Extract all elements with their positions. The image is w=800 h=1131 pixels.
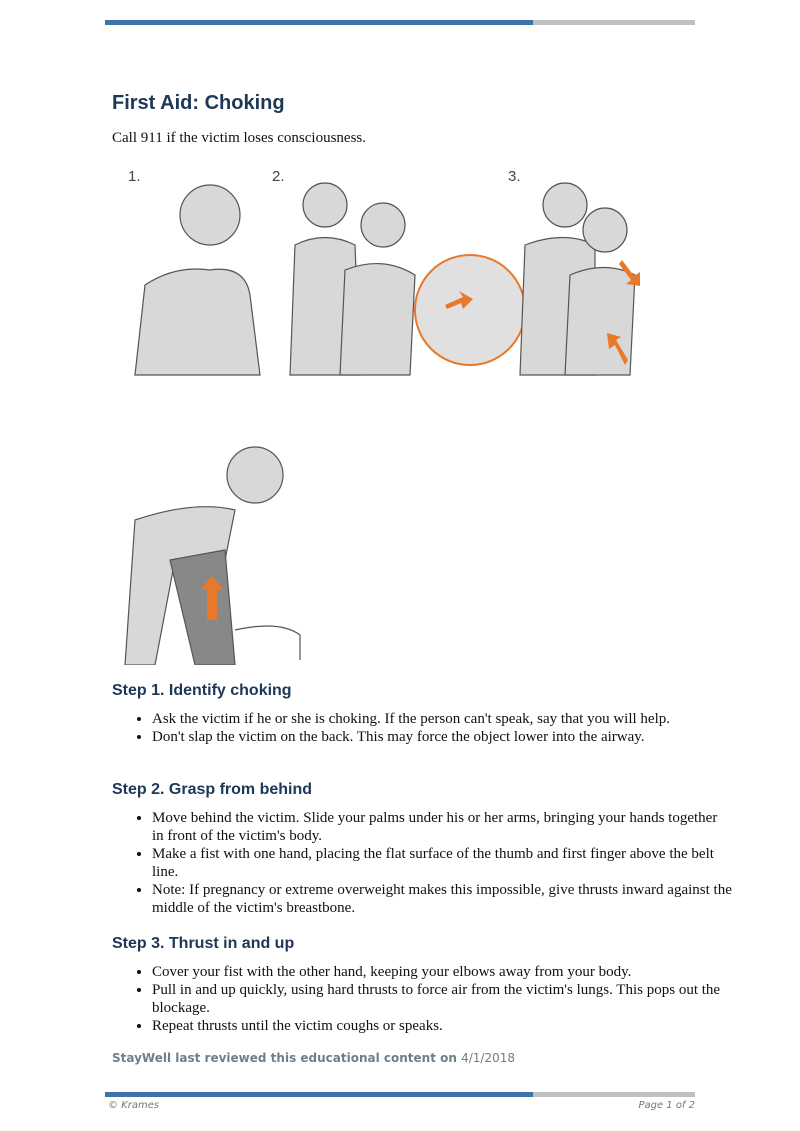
choking-illustration-steps bbox=[125, 165, 665, 380]
footer-page-number: Page 1 of 2 bbox=[638, 1100, 695, 1111]
step-1-list bbox=[112, 710, 732, 746]
step-1-heading: Step 1. Identify choking bbox=[112, 682, 292, 699]
list-item: • Make a fist with one hand, placing the flat surface of the thumb and first finger above the belt line. bbox=[152, 845, 732, 881]
subtitle: Call 911 if the victim loses consciousness. bbox=[112, 130, 366, 146]
header-bar bbox=[105, 20, 695, 25]
list-item: • Pull in and up quickly, using hard thrusts to force air from the victim's lungs. This pops out the blockage. bbox=[152, 981, 732, 1017]
review-label: StayWell last reviewed this educational content on bbox=[112, 1051, 457, 1065]
list-item: • Cover your fist with the other hand, keeping your elbows away from your body. bbox=[152, 963, 732, 981]
footer-copyright: © Krames bbox=[108, 1100, 160, 1111]
list-item: • Note: If pregnancy or extreme overweight makes this impossible, give thrusts inward against the middle of the victim's breastbone. bbox=[152, 881, 732, 917]
step-3-heading: Step 3. Thrust in and up bbox=[112, 935, 295, 952]
figure-label-2: 2. bbox=[272, 168, 285, 185]
step-3-list bbox=[112, 963, 732, 1035]
list-item: • Don't slap the victim on the back. This may force the object lower into the airway. bbox=[152, 728, 732, 746]
review-date: 4/1/2018 bbox=[461, 1051, 516, 1065]
list-item: • Ask the victim if he or she is choking. If the person can't speak, say that you will help. bbox=[152, 710, 732, 728]
step-2-list bbox=[112, 809, 732, 917]
step-2-heading: Step 2. Grasp from behind bbox=[112, 781, 313, 798]
review-note bbox=[112, 1051, 515, 1065]
list-item: • Move behind the victim. Slide your palms under his or her arms, bringing your hands together in front of the victim's body. bbox=[152, 809, 732, 845]
list-item: • Repeat thrusts until the victim coughs or speaks. bbox=[152, 1017, 732, 1035]
footer-bar bbox=[105, 1092, 695, 1097]
page-title: First Aid: Choking bbox=[112, 92, 285, 114]
figure-label-1: 1. bbox=[128, 168, 141, 185]
figure-label-3: 3. bbox=[508, 168, 521, 185]
self-thrust-chair-illustration bbox=[115, 420, 315, 665]
